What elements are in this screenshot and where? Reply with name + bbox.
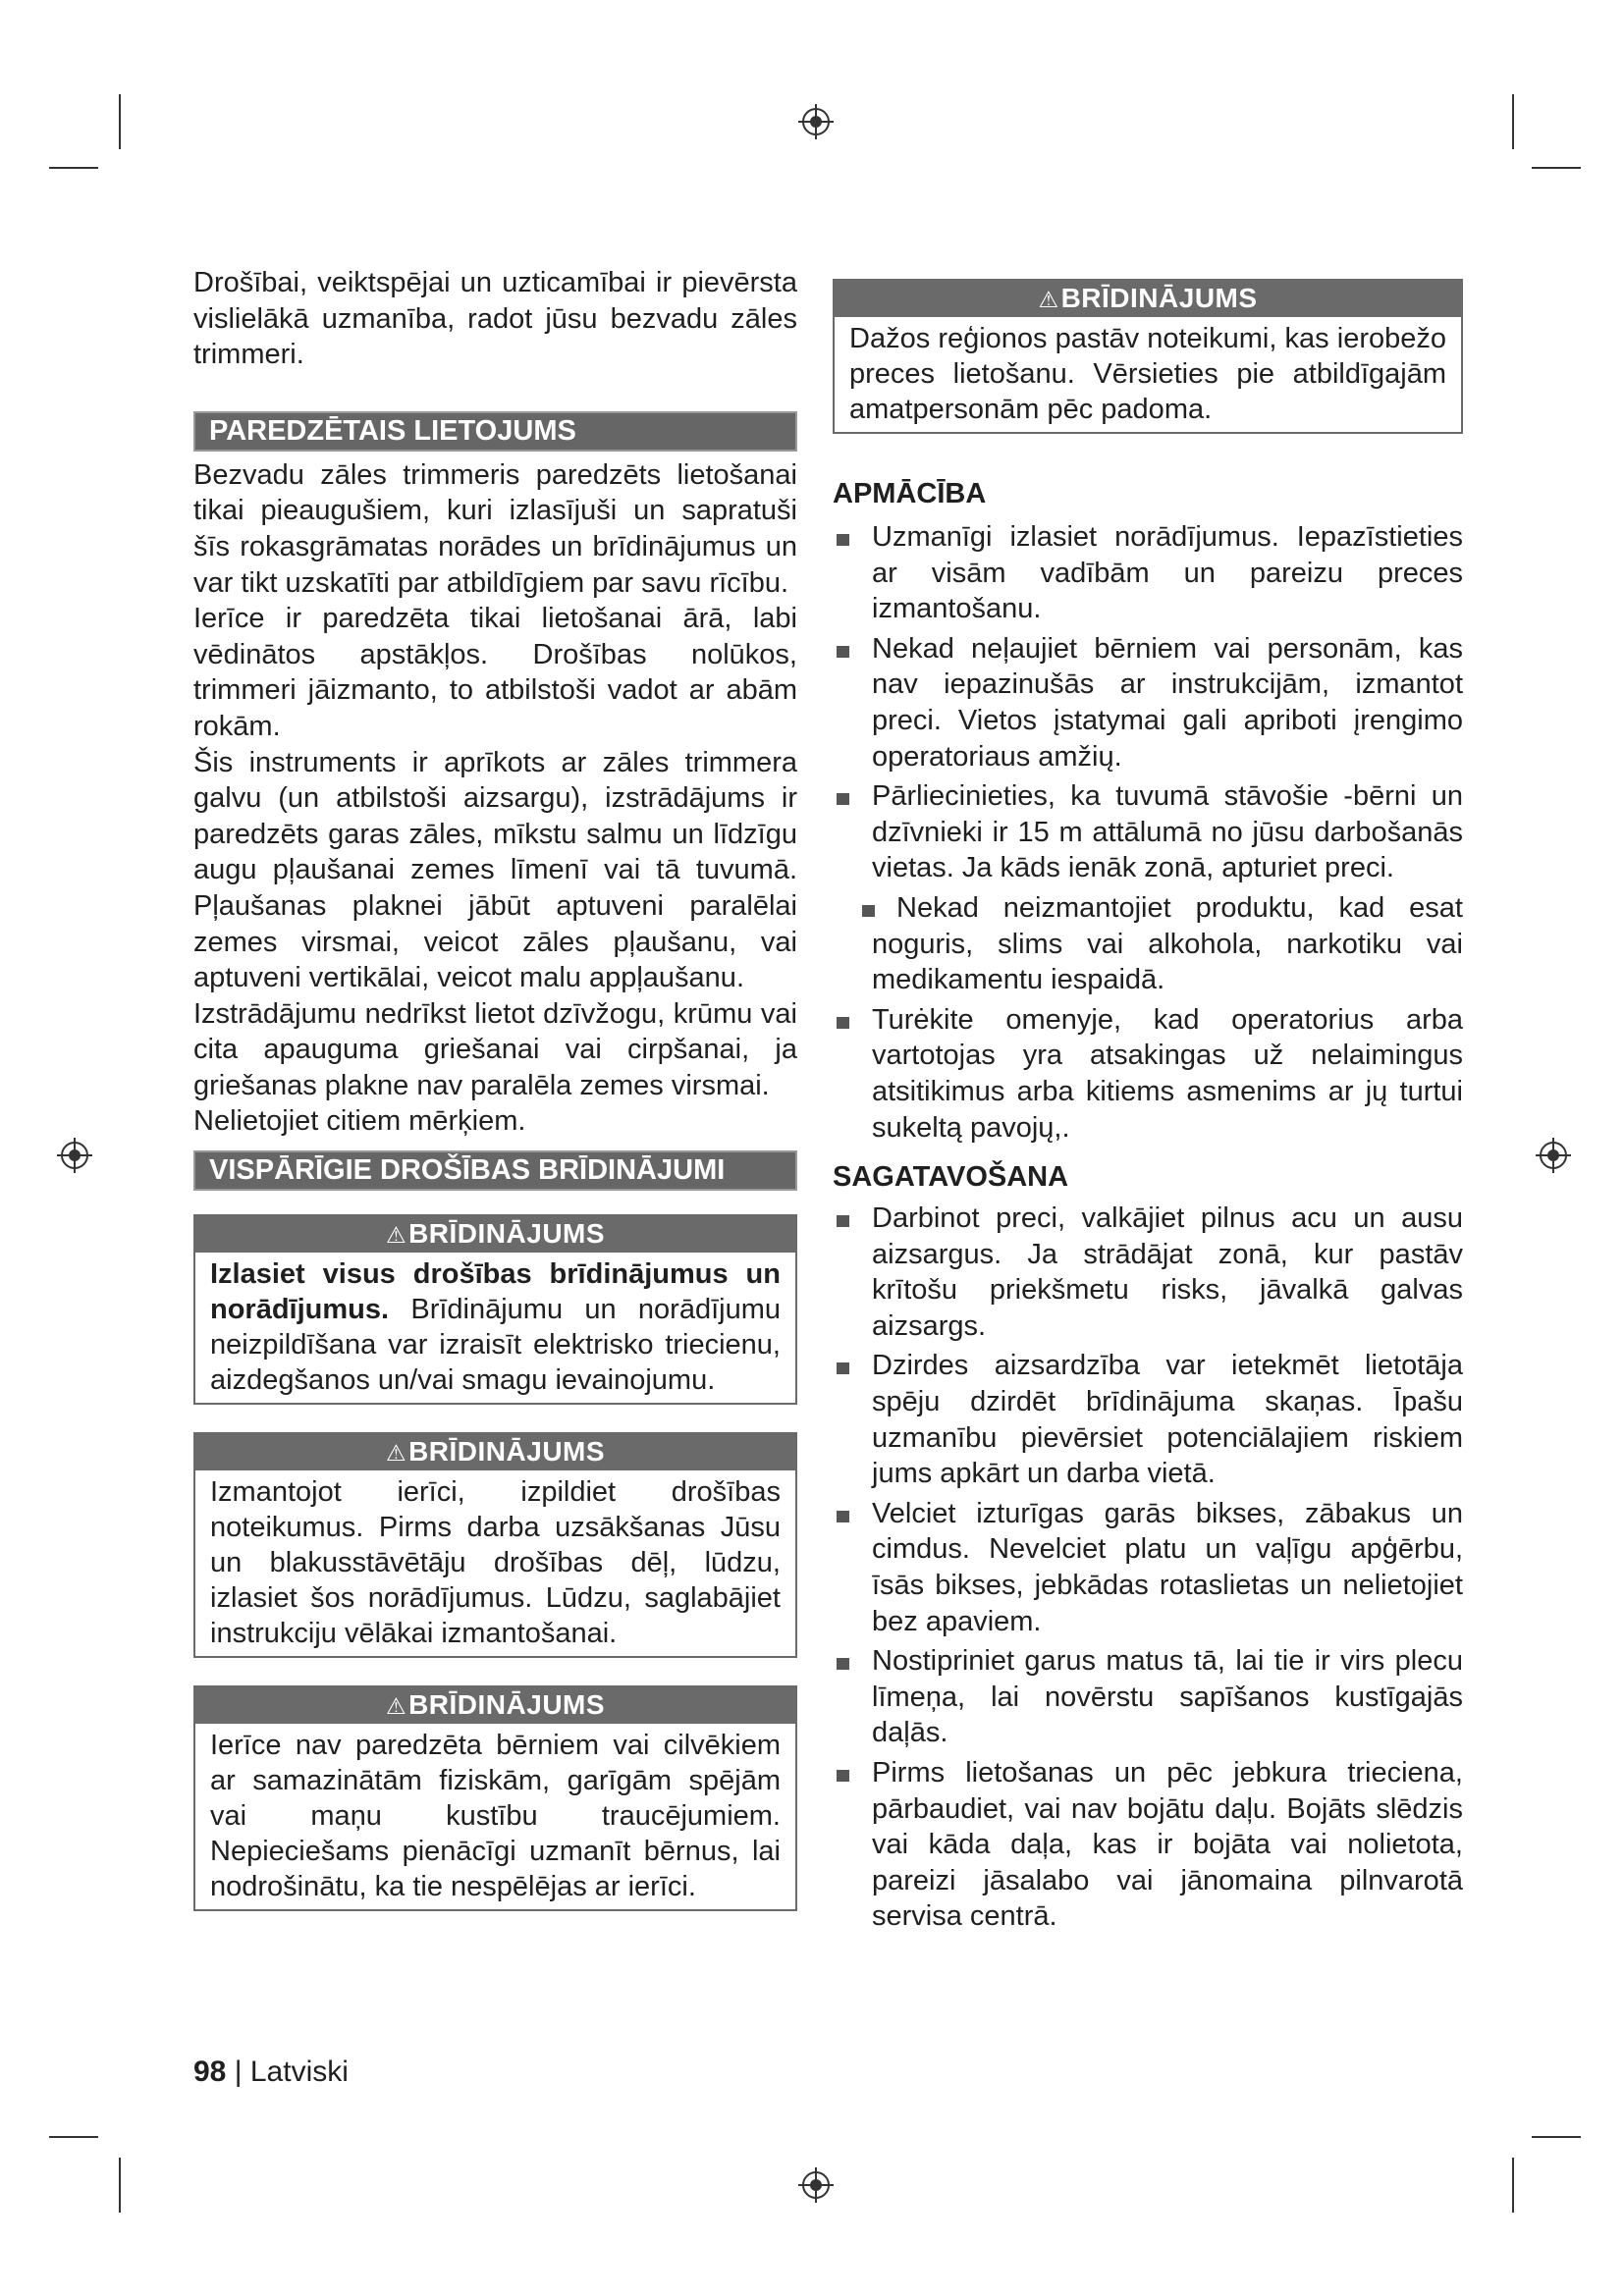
crop-mark	[1532, 167, 1581, 169]
list-item: Nekad neļaujiet bērniem vai personām, kas nav iepazinušās ar instrukcijām, izmantot preci. Vietos įstatymai gali apriboti įrengimo operatoriaus amžių.	[833, 631, 1463, 774]
registration-mark-icon	[796, 2165, 836, 2205]
preparation-list	[833, 1201, 1463, 1935]
warning-text: Dažos reģionos pastāv noteikumi, kas ierobežo preces lietošanu. Vērsieties pie atbildīgajām amatpersonām pēc padoma.	[849, 323, 1446, 425]
crop-mark	[119, 94, 121, 149]
list-item: Pirms lietošanas un pēc jebkura trieciena, pārbaudiet, vai nav bojātu daļu. Bojāts slēdzis vai kāda daļa, kas ir bojāta vai nolietota, pareizi jāsalabo vai jānomaina pilnvarotā servisa centrā.	[833, 1755, 1463, 1935]
intended-use-paragraph: Ierīce ir paredzēta tikai lietošanai ārā, labi vēdinātos apstākļos. Drošības nolūkos, trimmeri jāizmanto, to atbilstoši vadot ar abām rokām.	[193, 603, 797, 742]
warning-text: Ierīce nav paredzēta bērniem vai cilvēkiem ar samazinātām fiziskām, garīgām spējām vai maņu kustību traucējumiem. Nepieciešams pienācīgi uzmanīt bērnus, lai nodrošinātu, ka tie nespēlējas ar ierīci.	[210, 1730, 781, 1903]
intro-paragraph: Drošībai, veiktspējai un uzticamībai ir pievērsta vislielākā uzmanība, radot jūsu bezvadu zāles trimmeri.	[193, 267, 797, 371]
registration-mark-icon	[55, 1136, 94, 1175]
right-column	[833, 279, 1463, 1939]
bullet-icon	[837, 534, 849, 546]
registration-mark-icon	[1534, 1136, 1573, 1175]
warning-box	[193, 1432, 797, 1658]
crop-mark	[119, 2158, 121, 2213]
list-item: Nostipriniet garus matus tā, lai tie ir virs plecu līmeņa, lai novērstu sapīšanos kustīgajās daļās.	[833, 1643, 1463, 1751]
list-item: Dzirdes aizsardzība var ietekmēt lietotāja spēju dzirdēt brīdinājuma skaņas. Īpašu uzmanību pievērsiet potenciālajiem riskiem jums apkārt un darba vietā.	[833, 1348, 1463, 1491]
bullet-icon	[837, 1017, 849, 1029]
list-item: Velciet izturīgas garās bikses, zābakus un cimdus. Nevelciet platu un vaļīgu apģērbu, īsās bikses, jebkādas rotaslietas un nelietojiet bez apaviem.	[833, 1496, 1463, 1639]
warning-icon: ⚠	[385, 1440, 407, 1467]
warning-header: ⚠BRĪDINĀJUMS	[195, 1687, 795, 1724]
intended-use-paragraph: Nelietojiet citiem mērķiem.	[193, 1105, 526, 1138]
warning-header: ⚠BRĪDINĀJUMS	[195, 1434, 795, 1470]
intended-use-paragraph: Izstrādājumu nedrīkst lietot dzīvžogu, krūmu vai cita apauguma griešanai vai cirpšanai, ja griešanas plakne nav paralēla zemes virsmai.	[193, 997, 797, 1101]
warning-icon: ⚠	[385, 1222, 407, 1249]
bullet-icon	[837, 1658, 849, 1670]
intended-use-paragraph: Bezvadu zāles trimmeris paredzēts lietošanai tikai pieaugušiem, kuri izlasījuši un sapratuši šīs rokasgrāmatas norādes un brīdinājumus un var tikt uzskatīti par atbildīgiem par savu rīcību.	[193, 458, 797, 599]
list-item: Pārliecinieties, ka tuvumā stāvošie -bērni un dzīvnieki ir 15 m attālumā no jūsu darbošanās vietas. Ja kāds ienāk zonā, apturiet preci.	[833, 778, 1463, 886]
left-column	[193, 265, 797, 1939]
section-title-intended-use: PAREDZĒTAIS LIETOJUMS	[193, 411, 797, 452]
crop-mark	[1512, 2158, 1514, 2213]
page-number: 98	[193, 2056, 227, 2088]
crop-mark	[49, 2136, 98, 2138]
section-title-preparation: SAGATAVOŠANA	[833, 1161, 1069, 1194]
bullet-icon	[837, 1511, 849, 1522]
warning-text: Izlasiet visus drošības brīdinājumus un norādījumus. Brīdinājumu un norādījumu neizpildīšana var izraisīt elektrisko triecienu, aizdegšanos un/vai smagu ievainojumu.	[210, 1258, 781, 1397]
warning-box	[193, 1214, 797, 1405]
crop-mark	[1512, 94, 1514, 149]
list-item: Darbinot preci, valkājiet pilnus acu un ausu aizsargus. Ja strādājat zonā, kur pastāv krītošu priekšmetu risks, jāvalkā galvas aizsargs.	[833, 1201, 1463, 1344]
bullet-icon	[862, 905, 875, 917]
warning-header: ⚠BRĪDINĀJUMS	[195, 1216, 795, 1253]
warning-icon: ⚠	[1038, 287, 1059, 312]
warning-text: Izmantojot ierīci, izpildiet drošības noteikumus. Pirms darba uzsākšanas Jūsu un blakusstāvētāju drošības dēļ, lūdzu, izlasiet šos norādījumus. Lūdzu, saglabājiet instrukciju vēlākai izmantošanai.	[210, 1476, 781, 1650]
list-item: Uzmanīgi izlasiet norādījumus. Iepazīstieties ar visām vadībām un pareizu preces izmantošanu.	[833, 519, 1463, 627]
training-list	[833, 519, 1463, 1146]
footer-separator: |	[234, 2056, 243, 2088]
page-footer	[193, 2055, 349, 2090]
bullet-icon	[837, 793, 849, 805]
crop-mark	[1532, 2136, 1581, 2138]
warning-box	[193, 1685, 797, 1911]
bullet-icon	[837, 1362, 849, 1374]
footer-language: Latviski	[249, 2056, 349, 2088]
intended-use-paragraph: Šis instruments ir aprīkots ar zāles trimmera galvu (un atbilstoši aizsargu), izstrādājums ir paredzēts garas zāles, mīkstu salmu un līdzīgu augu pļaušanai zemes līmenī vai tā tuvumā. Pļaušanas plaknei jābūt aptuveni paralēlai zemes virsmai, veicot zāles pļaušanu, vai aptuveni vertikālai, veicot malu appļaušanu.	[193, 746, 797, 994]
list-item: Nekad neizmantojiet produktu, kad esat noguris, slims vai alkohola, narkotiku vai medikamentu iespaidā.	[833, 890, 1463, 998]
list-item: Turėkite omenyje, kad operatorius arba vartotojas yra atsakingas už nelaimingus atsitikimus arba kitiems asmenims ar jų turtui sukeltą pavojų,.	[833, 1002, 1463, 1146]
registration-mark-icon	[796, 102, 836, 141]
section-title-training: APMĀCĪBA	[833, 478, 987, 509]
warning-header: ⚠BRĪDINĀJUMS	[835, 281, 1461, 317]
bullet-icon	[837, 1215, 849, 1227]
section-title-general-safety: VISPĀRĪGIE DROŠĪBAS BRĪDINĀJUMI	[193, 1150, 797, 1191]
bullet-icon	[837, 1770, 849, 1782]
warning-icon: ⚠	[385, 1693, 407, 1720]
warning-box	[833, 279, 1463, 434]
crop-mark	[49, 167, 98, 169]
bullet-icon	[837, 646, 849, 658]
